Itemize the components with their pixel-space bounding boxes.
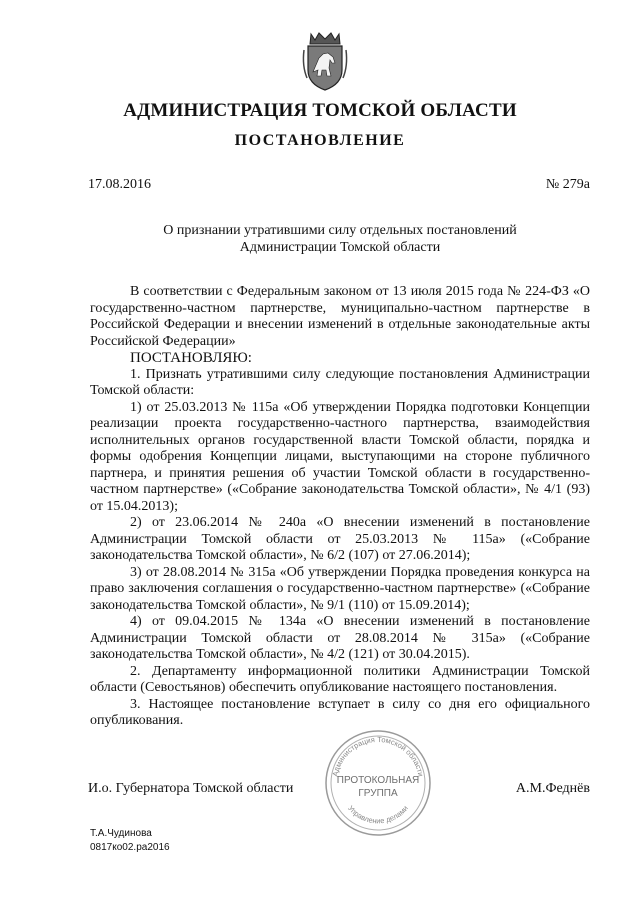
document-body bbox=[90, 284, 590, 730]
protocol-group-stamp bbox=[323, 728, 433, 838]
item-2: 2. Департаменту информационной политики Администрации Томской области (Севостьянов) обеспечить опубликование настоящего постановления. bbox=[90, 663, 590, 695]
stamp-bottom-text: Управление делами bbox=[346, 803, 410, 826]
svg-text:Управление делами bbox=[346, 804, 410, 826]
subject-line-1: О признании утратившими силу отдельных постановлений bbox=[163, 223, 517, 238]
organization-title: АДМИНИСТРАЦИЯ ТОМСКОЙ ОБЛАСТИ bbox=[123, 100, 517, 121]
stamp-line-1: ПРОТОКОЛЬНАЯ bbox=[336, 775, 420, 786]
item-1-4: 4) от 09.04.2015 № 134а «О внесении изменений в постановление Администрации Томской области от 28.08.2014 № 315а» («Собрание законодательства Томской области», № 4/2 (121) от 30.04.2015). bbox=[90, 614, 590, 662]
signatory-name: А.М.Феднёв bbox=[515, 781, 590, 796]
executor-code: 0817ко02.ра2016 bbox=[90, 842, 170, 853]
signatory-position: И.о. Губернатора Томской области bbox=[88, 781, 294, 796]
executor-name: Т.А.Чудинова bbox=[90, 828, 152, 839]
item-3: 3. Настоящее постановление вступает в силу со дня его официального опубликования. bbox=[90, 696, 590, 728]
tomsk-coat-of-arms-icon bbox=[301, 30, 349, 92]
document-number: № 279а bbox=[545, 177, 590, 192]
resolve-heading: ПОСТАНОВЛЯЮ: bbox=[130, 350, 252, 366]
stamp-line-2: ГРУППА bbox=[358, 788, 398, 799]
item-1: 1. Признать утратившими силу следующие постановления Администрации Томской области: bbox=[90, 366, 590, 398]
document-date: 17.08.2016 bbox=[88, 177, 151, 192]
item-1-1: 1) от 25.03.2013 № 115а «Об утверждении Порядка подготовки Концепции реализации проекта государственно-частного партнерства, взаимодействия исполнительных органов государственной власти Томской области, порядка и формы одобрения Концепции лицами, выступающими на стороне публичного партнера, и принятия решения об участии Томской области в государственно-частном партнерстве» («Собрание законодательства Томской области», № 4/1 (93) от 15.04.2013); bbox=[90, 399, 590, 514]
item-1-3: 3) от 28.08.2014 № 315а «Об утверждении Порядка проведения конкурса на право заключения соглашения о государственно-частном партнерстве» («Собрание законодательства Томской области», № 9/1 (110) от 15.09.2014); bbox=[90, 564, 590, 613]
item-1-2: 2) от 23.06.2014 № 240а «О внесении изменений в постановление Администрации Томской области от 25.03.2013 № 115а» («Собрание законодательства Томской области», № 6/2 (107) от 27.06.2014); bbox=[90, 515, 590, 563]
stamp-outer-text: Администрация Томской области bbox=[330, 734, 426, 778]
subject-line-2: Администрации Томской области bbox=[239, 240, 441, 255]
executor-info bbox=[90, 827, 170, 855]
document-subject bbox=[90, 222, 590, 256]
preamble: В соответствии с Федеральным законом от 13 июля 2015 года № 224-ФЗ «О государственно-частном партнерстве, муниципально-частном партнерстве в Российской Федерации и внесении изменений в отдельные законодательные акты Российской Федерации» bbox=[90, 284, 590, 349]
svg-text:Администрация Томской области bbox=[331, 735, 426, 777]
document-type: ПОСТАНОВЛЕНИЕ bbox=[234, 132, 406, 149]
